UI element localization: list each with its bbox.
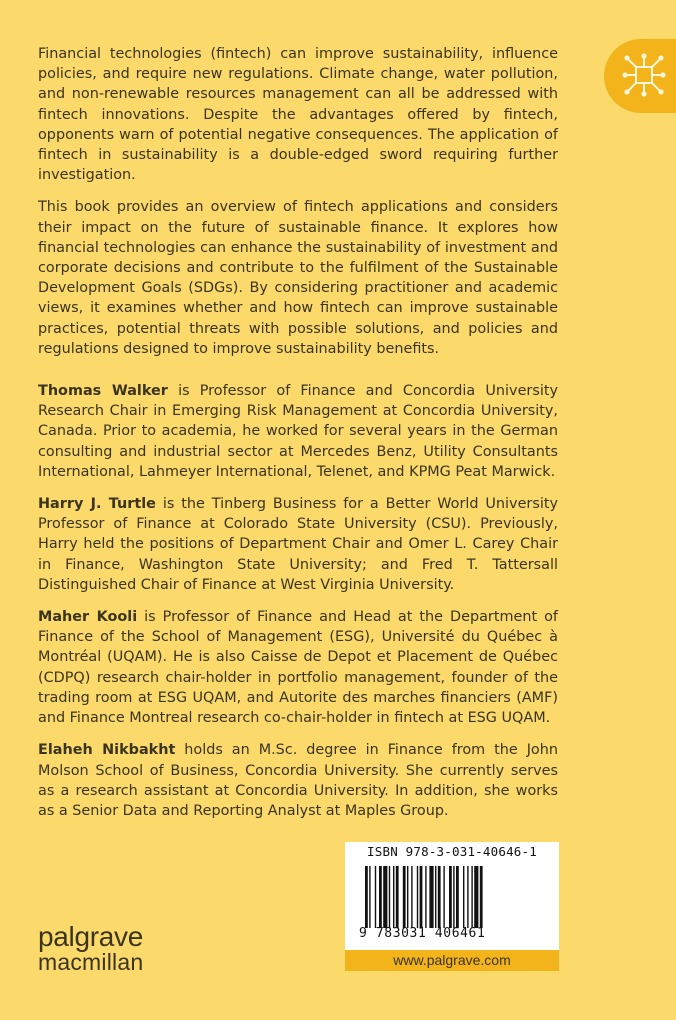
- author-bio-nikbakht: [38, 740, 558, 821]
- barcode-bar: [474, 866, 478, 928]
- barcode-bar: [407, 866, 408, 928]
- barcode-digits: 9 783031 406461: [359, 926, 486, 941]
- author-name: Thomas Walker: [38, 383, 168, 400]
- barcode-bar: [393, 866, 394, 928]
- barcode-bar: [420, 866, 423, 928]
- barcode-bar: [435, 866, 436, 928]
- barcode-bar: [375, 866, 376, 928]
- author-bio-text: holds an M.Sc. degree in Finance from the John Molson School of Business, Concordia University. She currently serves as a research assistant at Concordia University. In addition, she works as a Senior Data and Reporting Analyst at Maples Group.: [38, 742, 558, 819]
- isbn-label: ISBN 978-3-031-40646-1: [367, 844, 537, 859]
- description-paragraph-2: This book provides an overview of fintech applications and considers their impact on the future of sustainable finance. It explores how financial technologies can enhance the sustainability of investment and corporate decisions and contribute to the fulfilment of the Sustainable Development Goals (SDGs). By considering practitioner and academic views, it examines whether and how fintech can improve sustainable practices, potential threats with possible solutions, and policies and regulations designed to improve sustainability benefits.: [38, 199, 558, 357]
- circuit-badge: [604, 39, 676, 113]
- barcode-bar: [379, 866, 382, 928]
- barcode-bar: [429, 866, 433, 928]
- author-name: Harry J. Turtle: [38, 496, 156, 513]
- logo-line-2: macmillan: [38, 949, 144, 975]
- barcode-bar: [383, 866, 387, 928]
- barcode-bar: [417, 866, 418, 928]
- barcode-bar: [463, 866, 464, 928]
- barcode-bar: [365, 866, 368, 928]
- author-bio-turtle: [38, 494, 558, 595]
- circuit-network-icon: [618, 49, 670, 101]
- barcode-bar: [456, 866, 459, 928]
- barcode-bar: [403, 866, 406, 928]
- barcode-bar: [443, 866, 444, 928]
- barcode-bar: [396, 866, 399, 928]
- author-name: Maher Kooli: [38, 609, 138, 626]
- logo-line-1: palgrave: [38, 921, 144, 952]
- barcode-bar: [480, 866, 483, 928]
- barcode-bar: [449, 866, 452, 928]
- barcode-bar: [471, 866, 472, 928]
- author-bio-text: is Professor of Finance and Concordia University Research Chair in Emerging Risk Management at Concordia University, Canada. Prior to academia, he worked for several years in the German consulting and industrial sector at Mercedes Benz, Utility Consultants International, Lahmeyer International, Telenet, and KPMG Peat Marwick.: [38, 383, 558, 480]
- barcode-bar: [389, 866, 390, 928]
- author-bio-kooli: [38, 607, 558, 728]
- barcode-bar: [467, 866, 468, 928]
- barcode-bar: [453, 866, 454, 928]
- barcode-bar: [438, 866, 441, 928]
- author-bio-text: is Professor of Finance and Head at the Department of Finance of the School of Management (ESG), Université du Québec à Montréal (UQAM). He is also Caisse de Depot et Placement de Québec (CDPQ) research chair-holder in portfolio management, founder of the trading room at ESG UQAM, and Autorite des marches financiers (AMF) and Finance Montreal research co-chair-holder in fintech at ESG UQAM.: [38, 609, 558, 727]
- author-bio-walker: [38, 381, 558, 482]
- back-cover-text: [38, 44, 558, 833]
- author-bio-text: is the Tinberg Business for a Better World University Professor of Finance at Colorado State University (CSU). Previously, Harry held the positions of Department Chair and Omer L. Carey Chair in Finance, Washington State University; and Fred T. Tattersall Distinguished Chair of Finance at West Virginia University.: [38, 496, 558, 593]
- barcode-bar: [425, 866, 426, 928]
- publisher-logo: [38, 921, 144, 975]
- website-url[interactable]: www.palgrave.com: [345, 950, 559, 971]
- barcode-bar: [369, 866, 370, 928]
- barcode-bars: [365, 866, 541, 928]
- author-name: Elaheh Nikbakht: [38, 742, 176, 759]
- barcode-bar: [411, 866, 412, 928]
- barcode-box: [345, 842, 559, 950]
- description-paragraph-1: Financial technologies (fintech) can improve sustainability, influence policies, and require new regulations. Climate change, water pollution, and non-renewable resources management can all be addressed with fintech innovations. Despite the advantages offered by fintech, opponents warn of potential negative consequences. The application of fintech in sustainability is a double-edged sword requiring further investigation.: [38, 46, 558, 184]
